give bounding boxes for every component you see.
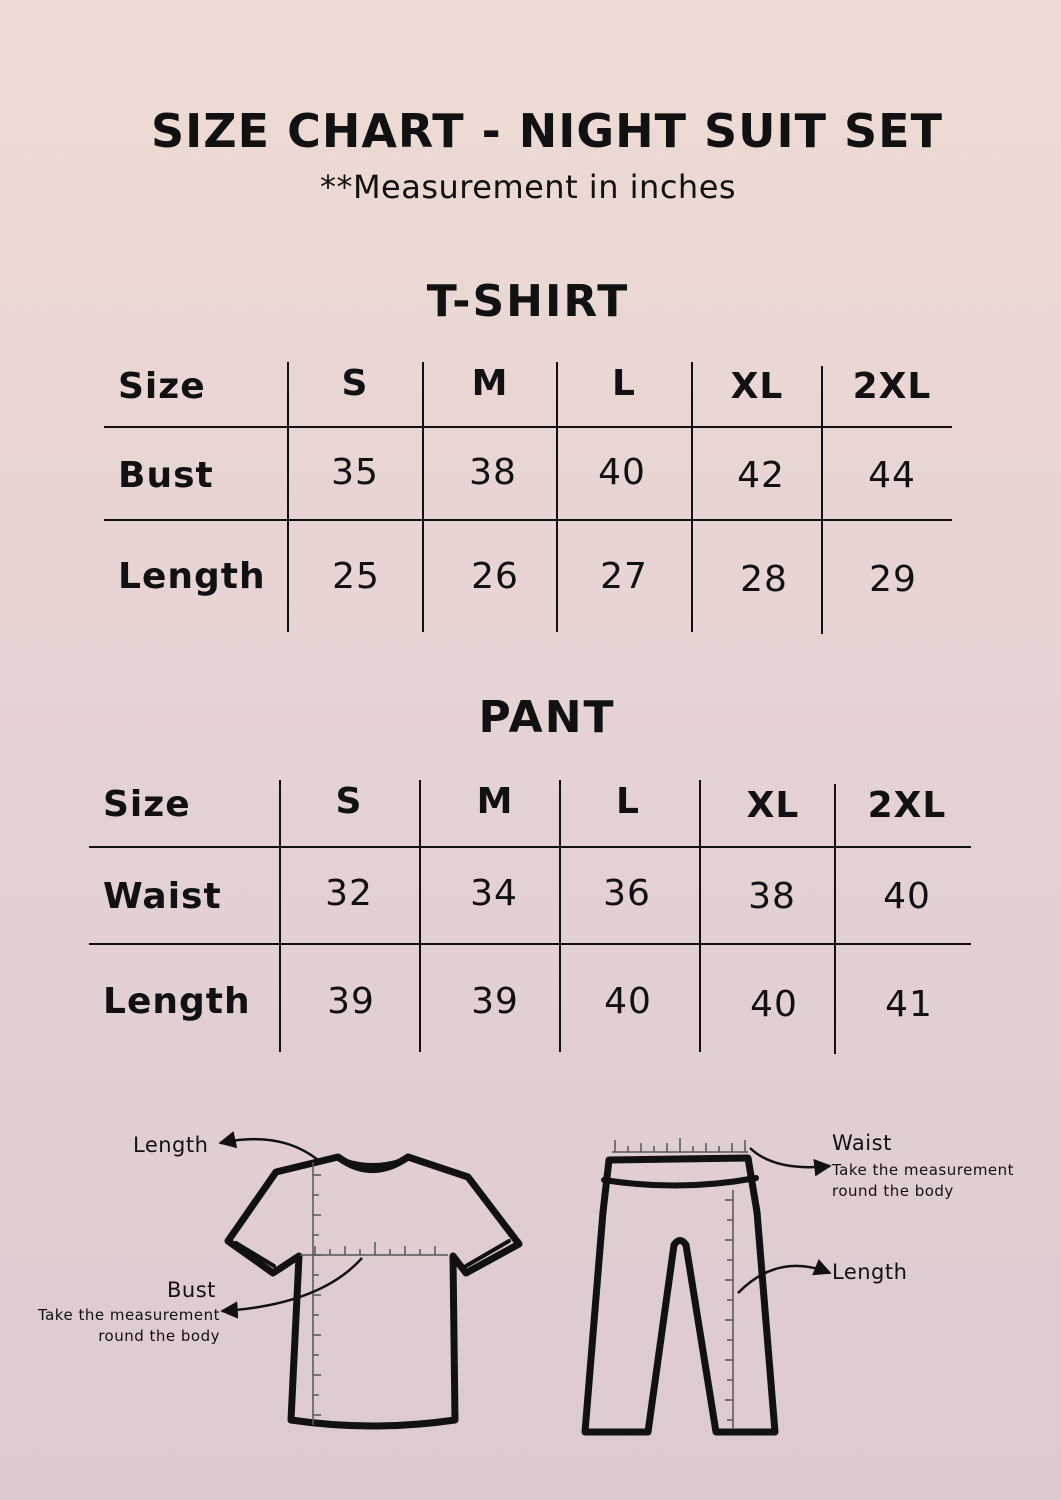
tshirt-bust-label: Bust xyxy=(167,1278,216,1302)
tshirt-bust-note-line1: Take the measurement xyxy=(37,1306,220,1324)
tshirt-size-2xl: 2XL xyxy=(852,366,932,407)
table-cell: 40 xyxy=(604,981,652,1022)
table-cell: 35 xyxy=(331,452,379,493)
table-cell: 25 xyxy=(332,556,380,597)
table-cell: 36 xyxy=(603,873,651,914)
table-cell: 29 xyxy=(869,559,917,600)
pant-length-arrow xyxy=(738,1266,830,1293)
tshirt-row-label-bust: Bust xyxy=(118,455,214,496)
tshirt-bust-note xyxy=(16,1305,220,1347)
pant-waist-note-line2: round the body xyxy=(832,1182,954,1200)
table-cell: 34 xyxy=(470,873,518,914)
pant-ruler-length xyxy=(725,1190,733,1428)
pant-illustration xyxy=(585,1158,775,1432)
pant-heading: PANT xyxy=(478,692,616,743)
table-cell: 42 xyxy=(737,455,785,496)
tshirt-size-l: L xyxy=(612,363,636,404)
tshirt-length-arrow xyxy=(220,1139,318,1160)
pant-size-header: Size xyxy=(103,784,191,825)
table-cell: 40 xyxy=(598,452,646,493)
table-cell: 44 xyxy=(868,455,916,496)
table-cell: 40 xyxy=(750,984,798,1025)
table-cell: 39 xyxy=(327,981,375,1022)
table-cell: 41 xyxy=(885,984,933,1025)
pant-row-label-waist: Waist xyxy=(103,876,222,917)
pant-length-label: Length xyxy=(832,1260,908,1284)
tshirt-heading: T-SHIRT xyxy=(426,276,630,327)
tshirt-ruler-vertical xyxy=(313,1162,321,1425)
tshirt-length-label: Length xyxy=(133,1133,209,1157)
tshirt-size-xl: XL xyxy=(730,366,784,407)
table-cell: 38 xyxy=(748,876,796,917)
tshirt-illustration xyxy=(228,1157,519,1426)
tshirt-row-label-length: Length xyxy=(118,556,266,597)
pant-ruler-waist xyxy=(612,1138,748,1152)
tshirt-size-s: S xyxy=(341,363,369,404)
pant-row-label-length: Length xyxy=(103,981,251,1022)
table-cell: 32 xyxy=(325,873,373,914)
table-cell: 40 xyxy=(883,876,931,917)
pant-size-2xl: 2XL xyxy=(867,785,947,826)
tshirt-bust-arrow xyxy=(222,1258,362,1311)
table-cell: 26 xyxy=(471,556,519,597)
table-cell: 38 xyxy=(469,452,517,493)
tshirt-ruler-horizontal xyxy=(300,1242,448,1255)
pant-size-s: S xyxy=(335,781,363,822)
pant-size-xl: XL xyxy=(746,785,800,826)
page-subtitle: **Measurement in inches xyxy=(319,168,737,206)
pant-size-m: M xyxy=(476,781,514,822)
pant-size-l: L xyxy=(616,781,640,822)
tshirt-size-m: M xyxy=(471,363,509,404)
pant-waist-arrow xyxy=(750,1148,830,1167)
table-cell: 39 xyxy=(471,981,519,1022)
table-cell: 28 xyxy=(740,559,788,600)
tshirt-size-header: Size xyxy=(118,366,206,407)
page-title: SIZE CHART - NIGHT SUIT SET xyxy=(151,104,943,158)
tshirt-bust-note-line2: round the body xyxy=(98,1327,220,1345)
table-cell: 27 xyxy=(600,556,648,597)
pant-waist-label: Waist xyxy=(832,1131,892,1155)
pant-waist-note-line1: Take the measurement xyxy=(832,1161,1015,1179)
pant-waist-note xyxy=(832,1160,1014,1202)
